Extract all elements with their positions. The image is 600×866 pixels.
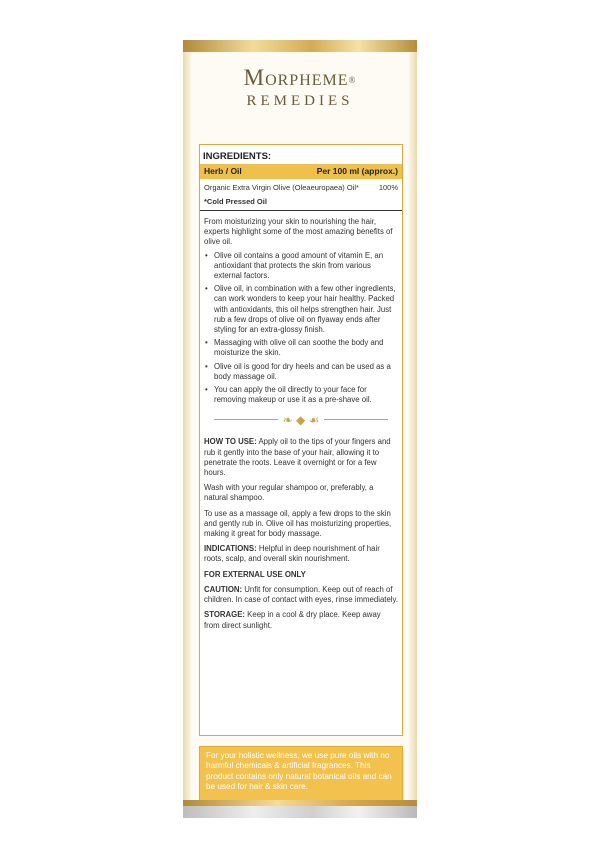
ingredient-row	[200, 179, 402, 195]
wash-instructions: Wash with your regular shampoo or, preferably, a natural shampoo.	[204, 483, 374, 503]
brand-name: Morpheme	[243, 65, 349, 90]
list-item: • Olive oil is good for dry heels and can be used as a body massage oil.	[204, 362, 398, 382]
brand-tagline: REMEDIES	[246, 93, 354, 109]
gold-top-band	[183, 40, 417, 52]
registered-mark: ®	[348, 75, 357, 85]
ingredient-name: Organic Extra Virgin Olive (Oleaeuropaea) Oil*	[204, 183, 359, 192]
list-item: • Olive oil, in combination with a few other ingredients, can work wonders to keep your hair healthy. Packed with antioxidants, this oil helps strengthen hair. Just rub a few drops of olive oil on flyaway ends after styling for an extra-glossy finish.	[204, 284, 398, 335]
list-item: • Massaging with olive oil can soothe the body and moisturize the skin.	[204, 338, 398, 358]
benefits-list	[204, 251, 398, 406]
external-use-warning: FOR EXTERNAL USE ONLY	[204, 569, 306, 579]
label-content-box	[199, 144, 403, 736]
indications-label: INDICATIONS:	[204, 544, 257, 554]
left-edge-shading	[183, 52, 191, 800]
wellness-note-text: For your holistic wellness, we use pure oils with no harmful chemicals & artificial fragrances. This product contains only natural botanical oils and can be used for hair & skin care.	[206, 751, 392, 792]
ingredients-header	[200, 164, 402, 179]
list-item: • Olive oil contains a good amount of vitamin E, an antioxidant that protects the skin from various external factors.	[204, 251, 398, 282]
caution-label: CAUTION:	[204, 584, 243, 594]
right-edge-shading	[409, 52, 417, 800]
ingredients-footnote: *Cold Pressed Oil	[200, 195, 402, 211]
ingredients-header-right: Per 100 ml (approx.)	[316, 166, 398, 176]
list-item: • You can apply the oil directly to your face for removing makeup or use it as a pre-shave oil.	[204, 385, 398, 405]
ingredient-amount: 100%	[378, 183, 398, 192]
silver-bottom-band	[183, 806, 417, 818]
storage-label: STORAGE:	[204, 610, 246, 620]
how-to-use: HOW TO USE: Apply oil to the tips of your fingers and rub it gently into the base of your hair, allowing it to penetrate the roots. Leave it overnight or for a few hours.	[204, 437, 391, 478]
brand-logo	[183, 65, 417, 111]
product-label-panel	[183, 40, 417, 818]
storage: STORAGE: Keep in a cool & dry place. Keep away from direct sunlight.	[204, 610, 381, 630]
ingredients-header-left: Herb / Oil	[204, 166, 242, 176]
caution: CAUTION: Unfit for consumption. Keep out of reach of children. In case of contact with eyes, rinse immediately.	[204, 584, 398, 605]
flourish-icon: ❧ ◆ ☙	[282, 413, 320, 428]
indications: INDICATIONS: Helpful in deep nourishment of hair roots, scalp, and overall skin nourishment.	[204, 544, 380, 564]
usage-section	[200, 437, 402, 630]
how-to-use-label: HOW TO USE:	[204, 437, 257, 447]
decorative-divider	[214, 413, 388, 427]
ingredients-title: INGREDIENTS:	[203, 151, 272, 162]
massage-instructions: To use as a massage oil, apply a few drops to the skin and gently rub in. Olive oil has moisturizing properties, making it great for body massage.	[204, 508, 392, 539]
benefits-section	[200, 217, 402, 405]
benefits-intro: From moisturizing your skin to nourishing the hair, experts highlight some of the most amazing benefits of olive oil.	[204, 217, 393, 247]
